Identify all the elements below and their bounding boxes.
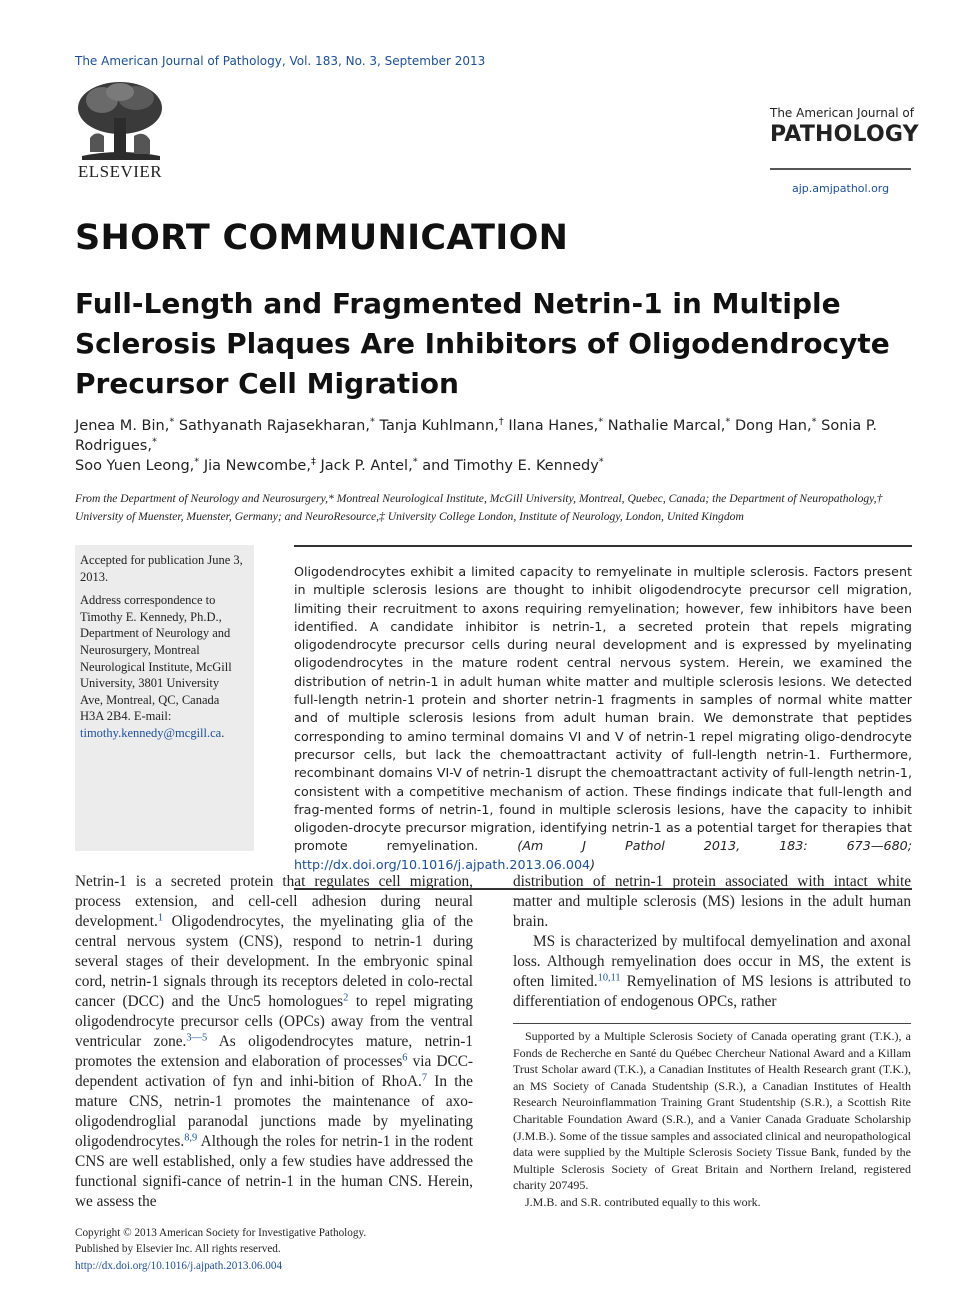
affiliations: From the Department of Neurology and Neurosurgery,* Montreal Neurological Institute, McGill University, Montreal, Quebec, Canada; the Department of Neuropathology,† University of Muenster, Muenster, Germany; and NeuroResource,‡ University College London, Institute of Neurology, London, United Kingdom	[75, 492, 883, 523]
article-type: SHORT COMMUNICATION	[75, 218, 569, 258]
abstract-body: Oligodendrocytes exhibit a limited capacity to remyelinate in multiple sclerosis. Factors present in multiple sclerosis lesions are thought to inhibit oligodendrocyte precursor cell migration, limiting their recruitment to axons requiring remyelination; however, few inhibitors have been identified. A candidate inhibitor is netrin-1, a secreted protein that repels migrating oligodendrocyte precursor cells during neural development and is expressed by myelinating oligodendrocytes in the mature rodent central nervous system. Herein, we examined the distribution of netrin-1 in adult human white matter and multiple sclerosis lesions. We detected full-length netrin-1 protein and shorter netrin-1 fragments in samples of normal white matter and of multiple sclerosis lesions from adult human brain. We demonstrate that peptides corresponding to amino terminal domains VI and V of netrin-1 repel migrating oligo-dendrocyte precursor cells, but lack the chemoattractant activity of full-length netrin-1. Furthermore, recombinant domains VI-V of netrin-1 disrupt the chemoattractant activity of full-length netrin-1, consistent with a competitive mechanism of action. These findings indicate that full-length and frag-mented forms of netrin-1, found in multiple sclerosis lesions, have the capacity to inhibit oligoden-drocyte precursor migration, identifying netrin-1 as a potential target for therapies that promote remyelination.	[294, 564, 912, 854]
reference-link[interactable]: 10,11	[597, 972, 621, 984]
footer-doi-link[interactable]: http://dx.doi.org/10.1016/j.ajpath.2013.06.004	[75, 1259, 283, 1272]
journal-name-big: PATHOLOGY	[770, 122, 919, 147]
brand-divider	[770, 168, 911, 170]
author-mark: *	[811, 416, 817, 428]
body-text: Remyelination of MS lesions is attributed to differentiation of endogenous OPCs, rather	[513, 973, 911, 1010]
body-text: Netrin-1 is a secreted protein that regulates cell migration, process extension, and cell-cell adhesion during neural development.	[75, 873, 473, 930]
reference-link[interactable]: 1	[157, 912, 164, 924]
correspondence-text: Address correspondence to Timothy E. Kennedy, Ph.D., Department of Neurology and Neurosurgery, Montreal Neurological Institute, McGill University, 3801 University Ave, Montreal, QC, Canada H3A 2B4. E-mail:	[80, 593, 232, 724]
author: Sonia P. Rodrigues,	[75, 418, 878, 454]
body-column-right	[513, 872, 911, 1012]
article-title: Full-Length and Fragmented Netrin-1 in Multiple Sclerosis Plaques Are Inhibitors of Oligodendrocyte Precursor Cell Migration	[75, 287, 890, 400]
doi-link[interactable]: http://dx.doi.org/10.1016/j.ajpath.2013.06.004	[294, 856, 591, 872]
reference-link[interactable]: 7	[421, 1072, 428, 1084]
author: Sathyanath Rajasekharan,	[178, 418, 370, 434]
author-mark: *	[598, 456, 604, 468]
abstract-citation: (Am J Pathol 2013, 183: 673—680;	[517, 838, 912, 854]
author-mark: *	[370, 416, 375, 428]
author: Dong Han,	[734, 418, 812, 434]
copyright-text: Copyright © 2013 American Society for Investigative Pathology.	[75, 1227, 367, 1239]
body-text: to repel migrating oligodendrocyte precursor cells (OPCs) away from the ventral ventricular zone.	[75, 993, 474, 1050]
author-mark: *	[412, 456, 418, 468]
author: Jia Newcombe,	[203, 458, 311, 474]
body-text: As oligodendrocytes mature, netrin-1 promotes the extension and elaboration of processes	[75, 1033, 473, 1070]
author-mark: *	[194, 456, 200, 468]
author-mark: *	[598, 416, 604, 428]
body-paragraph	[75, 872, 473, 1212]
copyright-block	[75, 1225, 366, 1274]
equal-contribution-note: J.M.B. and S.R. contributed equally to this work.	[525, 1194, 761, 1209]
body-text: In the mature CNS, netrin-1 promotes the maintenance of axo-oligodendroglial paranodal junctions made by myelinating oligodendrocytes.	[75, 1073, 473, 1150]
journal-url-link[interactable]: ajp.amjpathol.org	[792, 182, 890, 195]
reference-link[interactable]: 8,9	[184, 1132, 198, 1144]
author: and Timothy E. Kennedy	[422, 458, 599, 474]
email-link[interactable]: timothy.kennedy@mcgill.ca	[80, 725, 222, 740]
publisher-text: Published by Elsevier Inc. All rights reserved.	[75, 1243, 281, 1256]
journal-name-small: The American Journal of	[770, 106, 914, 120]
body-text: Oligodendrocytes, the myelinating glia of the central nervous system (CNS), respond to netrin-1 during several stages of their development. In the embryonic spinal cord, netrin-1 signals through its receptors deleted in colo-rectal cancer (DCC) and the Unc5 homologues	[75, 913, 473, 1010]
reference-link[interactable]: 6	[402, 1052, 408, 1064]
body-paragraph: distribution of netrin-1 protein associated with intact white matter and multiple sclerosis (MS) lesions in the adult human brain.	[513, 873, 911, 930]
funding-footnote	[513, 1028, 911, 1211]
author-mark: *	[169, 416, 175, 428]
author-mark: *	[725, 416, 731, 428]
body-column-left	[75, 872, 473, 1212]
reference-link[interactable]: 2	[343, 992, 349, 1004]
journal-citation: The American Journal of Pathology, Vol. 183, No. 3, September 2013	[75, 54, 486, 68]
correspondence-end: .	[221, 725, 225, 740]
funding-text: Supported by a Multiple Sclerosis Society of Canada operating grant (T.K.), a Fonds de Recherche en Santé du Québec Chercheur National Award and a Killam Trust Scholar award (T.K.), a Canadian Institutes of Health Research grant (T.K.), an MS Society of Canada Studentship (S.R.), a Canadian Institutes of Health Research Neuroinflammation Training Grant Studentship (S.R.), a Scottish Rite Charitable Foundation Award (S.R.), and a Vanier Canada Graduate Scholarship (J.M.B.). Some of the tissue samples and associated clinical and neuropathological data were supplied by the Multiple Sclerosis Society Tissue Bank, funded by the Multiple Sclerosis Society of Great Britain and Northern Ireland, registered charity 207495.	[513, 1029, 911, 1193]
abstract-citation-end: )	[590, 856, 596, 872]
body-text: MS is characterized by multifocal demyelination and axonal loss. Although remyelination does occur in MS, the extent is often limited.	[513, 933, 911, 990]
body-text: Although the roles for netrin-1 in the rodent CNS are well established, only a few studies have addressed the functional signifi-cance of netrin-1 in the human CNS. Herein, we assess the	[75, 1133, 473, 1210]
article-info-sidebar	[75, 545, 254, 851]
author: Nathalie Marcal,	[607, 418, 726, 434]
footnote-divider	[513, 1023, 911, 1024]
accepted-date: Accepted for publication June 3, 2013.	[80, 553, 243, 584]
abstract-text	[294, 547, 912, 888]
reference-link[interactable]: 3—5	[186, 1032, 208, 1044]
abstract	[294, 545, 912, 890]
body-text: via DCC-dependent activation of fyn and inhi-bition of RhoA.	[75, 1053, 473, 1090]
journal-brand	[770, 106, 919, 147]
elsevier-logo	[72, 78, 172, 184]
elsevier-wordmark: ELSEVIER	[77, 162, 163, 181]
correspondence	[80, 592, 244, 741]
author-mark: †	[498, 416, 504, 428]
author-list	[75, 416, 925, 476]
author: Ilana Hanes,	[508, 418, 599, 434]
author: Tanja Kuhlmann,	[379, 418, 499, 434]
author-mark: ‡	[310, 456, 316, 468]
author: Jenea M. Bin,	[75, 418, 170, 434]
author: Soo Yuen Leong,	[75, 458, 195, 474]
author: Jack P. Antel,	[320, 458, 413, 474]
author-mark: *	[151, 436, 157, 448]
body-paragraph	[513, 932, 911, 1012]
